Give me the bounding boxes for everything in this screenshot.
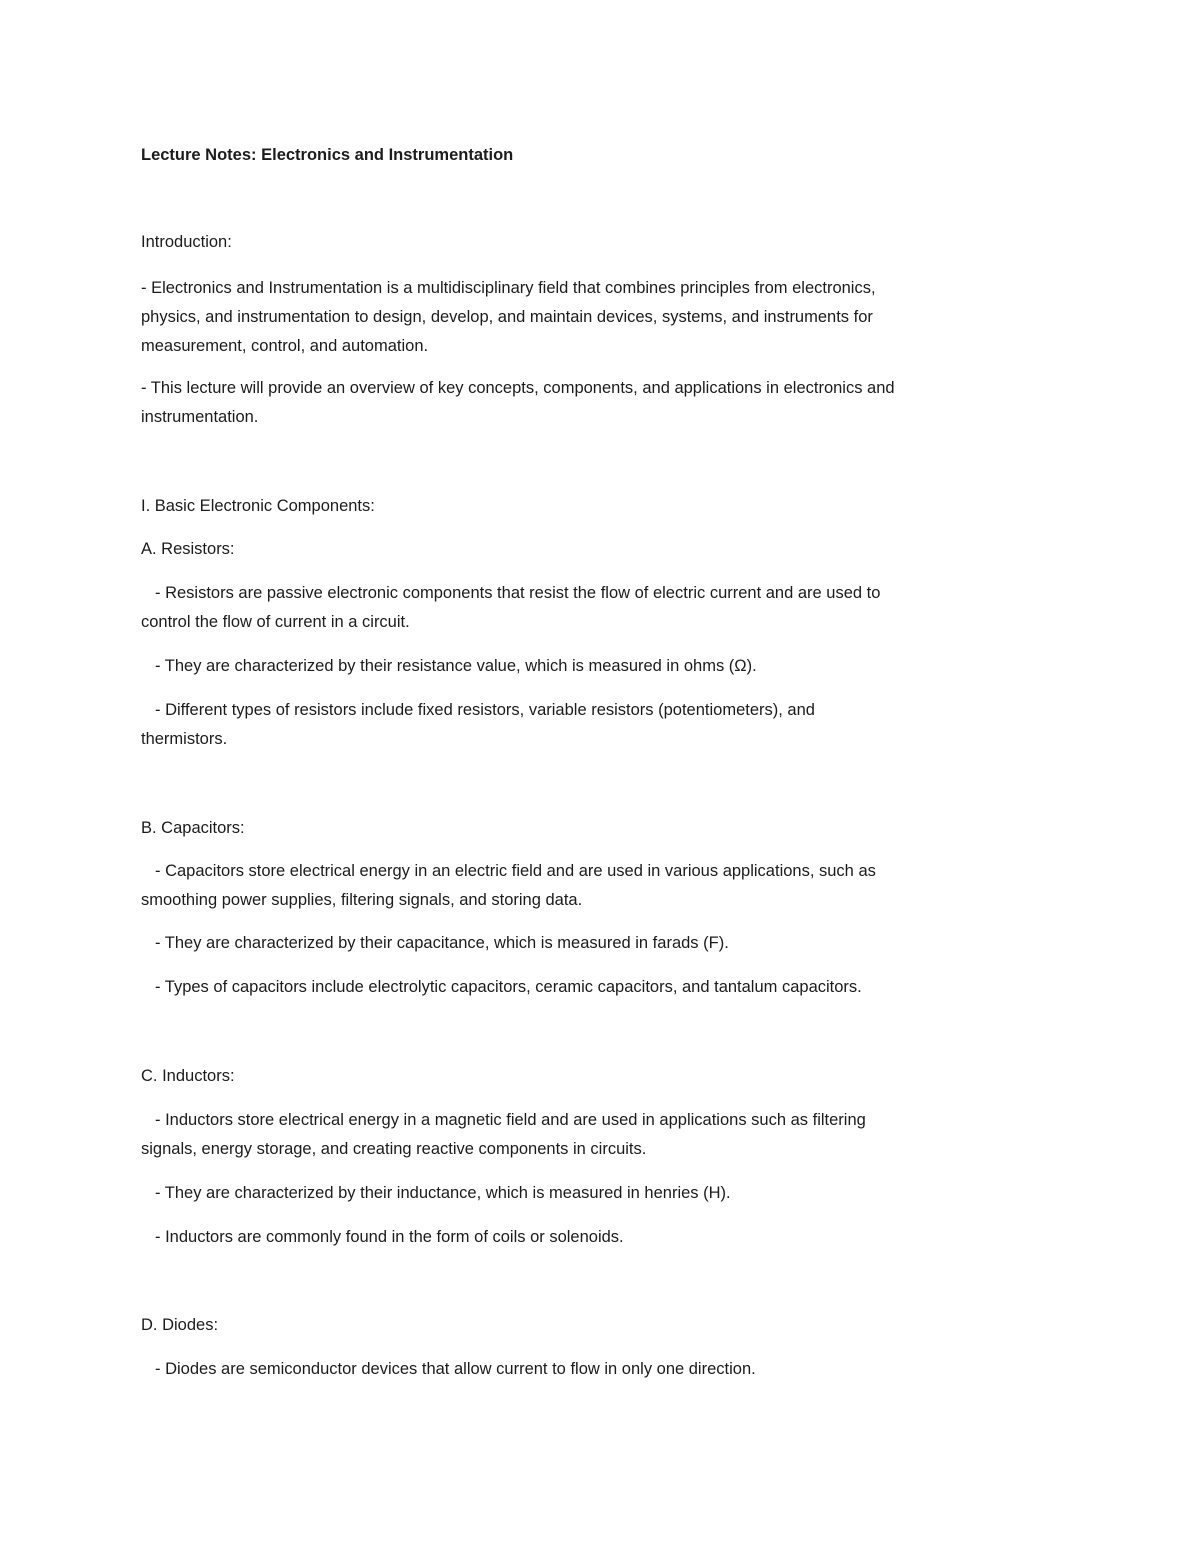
capacitors-point-2 [141,929,729,958]
capacitors-point-3 [141,973,862,1002]
paragraph-line: signals, energy storage, and creating reactive components in circuits. [141,1140,647,1158]
subsection-heading-text: C. Inductors: [141,1067,235,1085]
subsection-heading-text: A. Resistors: [141,540,235,558]
resistors-point-3 [141,696,815,754]
subsection-heading-text: D. Diodes: [141,1316,219,1334]
paragraph-line: smoothing power supplies, filtering signals, and storing data. [141,891,583,909]
paragraph-line: - Inductors store electrical energy in a magnetic field and are used in applications such as filtering [155,1111,866,1129]
paragraph-line: measurement, control, and automation. [141,337,429,355]
paragraph-line: - They are characterized by their inductance, which is measured in henries (H). [155,1184,731,1202]
intro-paragraph-1 [141,274,876,361]
paragraph-line: - Different types of resistors include fixed resistors, variable resistors (potentiometers), and [155,701,815,719]
paragraph-line: - Resistors are passive electronic components that resist the flow of electric current and are used to [155,584,881,602]
paragraph-line: - Electronics and Instrumentation is a multidisciplinary field that combines principles from electronics, [141,279,876,297]
paragraph-line: - Types of capacitors include electrolytic capacitors, ceramic capacitors, and tantalum capacitors. [155,978,862,996]
paragraph-line: - This lecture will provide an overview of key concepts, components, and applications in electronics and [141,379,895,397]
inductors-heading [141,1062,235,1091]
capacitors-heading [141,814,245,843]
inductors-point-1 [141,1106,866,1164]
paragraph-line: - Diodes are semiconductor devices that allow current to flow in only one direction. [155,1360,756,1378]
paragraph-line: - Capacitors store electrical energy in an electric field and are used in various applications, such as [155,862,876,880]
paragraph-line: - They are characterized by their capacitance, which is measured in farads (F). [155,934,729,952]
paragraph-line: thermistors. [141,730,228,748]
section-heading-text: I. Basic Electronic Components: [141,497,375,515]
diodes-heading [141,1311,218,1340]
paragraph-line: - Inductors are commonly found in the form of coils or solenoids. [155,1228,624,1246]
inductors-point-3 [141,1223,624,1252]
paragraph-line: - They are characterized by their resistance value, which is measured in ohms (Ω). [155,657,757,675]
intro-heading-text: Introduction: [141,233,232,251]
resistors-point-2 [141,652,757,681]
inductors-point-2 [141,1179,731,1208]
paragraph-line: instrumentation. [141,408,259,426]
resistors-point-1 [141,579,880,637]
intro-heading [141,228,232,257]
paragraph-line: control the flow of current in a circuit. [141,613,410,631]
title-text: Lecture Notes: Electronics and Instrumentation [141,146,514,164]
diodes-point-1 [141,1355,756,1384]
section-heading [141,492,375,521]
intro-paragraph-2 [141,374,895,432]
document-title [141,141,513,170]
resistors-heading [141,535,235,564]
paragraph-line: physics, and instrumentation to design, develop, and maintain devices, systems, and instruments for [141,308,873,326]
subsection-heading-text: B. Capacitors: [141,819,245,837]
capacitors-point-1 [141,857,876,915]
